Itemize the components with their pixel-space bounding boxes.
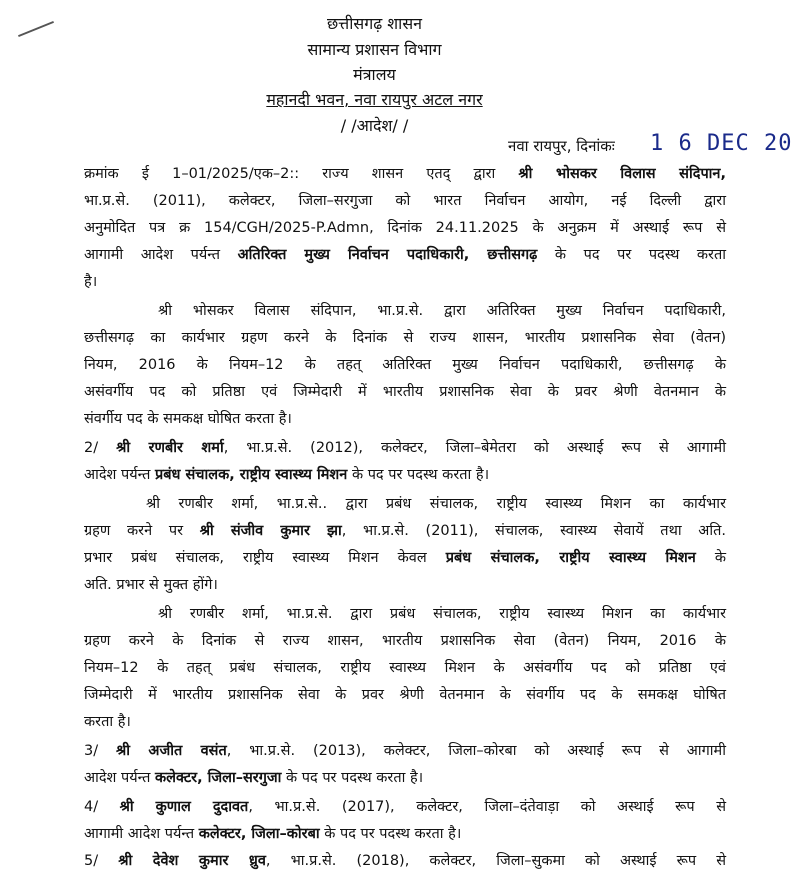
para3-line: 2/ श्री रणबीर शर्मा, भा.प्र.से. (2012), कलेक्टर, जिला–बेमेतरा को अस्थाई रूप से आगामी — [84, 440, 726, 456]
para2-line: असंवर्गीय पद को प्रतिष्ठा एवं जिम्मेदारी में भारतीय प्रशासनिक सेवा के प्रवर श्रेणी वेतनमान के — [84, 384, 726, 400]
para6-line: 3/ श्री अजीत वसंत, भा.प्र.से. (2013), कलेक्टर, जिला–कोरबा को अस्थाई रूप से आगामी — [84, 743, 726, 759]
para4-line: श्री रणबीर शर्मा, भा.प्र.से.. द्वारा प्रबंध संचालक, राष्ट्रीय स्वास्थ्य मिशन का कार्यभार — [146, 496, 726, 512]
para1-line: अनुमोदित पत्र क्र 154/CGH/2025-P.Admn, दिनांक 24.11.2025 के अनुक्रम में अस्थाई रूप से — [84, 220, 726, 236]
para5-line: नियम–12 के तहत् प्रबंध संचालक, राष्ट्रीय स्वास्थ्य मिशन के असंवर्गीय पद को प्रतिष्ठा एवं — [84, 660, 726, 676]
date-stamp: 1 6 DEC 20 — [650, 131, 792, 156]
para5-line: करता है। — [84, 714, 131, 730]
address-heading: महानदी भवन, नवा रायपुर अटल नगर — [266, 90, 483, 109]
para5-line: श्री रणबीर शर्मा, भा.प्र.से. द्वारा प्रबंध संचालक, राष्ट्रीय स्वास्थ्य मिशन का कार्यभार — [158, 606, 726, 622]
office-heading: मंत्रालय — [353, 65, 396, 84]
para1-line: है। — [84, 274, 98, 290]
para2-line: श्री भोसकर विलास संदिपान, भा.प्र.से. द्वारा अतिरिक्त मुख्य निर्वाचन पदाधिकारी, — [158, 303, 726, 319]
para2-line: संवर्गीय पद के समकक्ष घोषित करता है। — [84, 411, 292, 427]
para2-line: नियम, 2016 के नियम–12 के तहत् अतिरिक्त मुख्य निर्वाचन पदाधिकारी, छत्तीसगढ़ के — [84, 357, 726, 373]
para3-line: आदेश पर्यन्त प्रबंध संचालक, राष्ट्रीय स्वास्थ्य मिशन के पद पर पदस्थ करता है। — [84, 467, 490, 483]
para5-line: जिम्मेदारी में भारतीय प्रशासनिक सेवा के प्रवर श्रेणी वेतनमान के संवर्गीय पद के समकक्ष घोषित — [84, 687, 726, 703]
govt-heading: छत्तीसगढ़ शासन — [326, 14, 423, 33]
para4-line: प्रभार प्रबंध संचालक, राष्ट्रीय स्वास्थ्य मिशन केवल प्रबंध संचालक, राष्ट्रीय स्वास्थ्य मिशन के — [84, 550, 726, 566]
para4-line: ग्रहण करने पर श्री संजीव कुमार झा, भा.प्र.से. (2011), संचालक, स्वास्थ्य सेवायें तथा अति. — [84, 523, 726, 539]
department-heading: सामान्य प्रशासन विभाग — [307, 40, 442, 59]
para1-line: क्रमांक ई 1–01/2025/एक–2:: राज्य शासन एतद् द्वारा श्री भोसकर विलास संदिपान, — [84, 166, 726, 182]
para4-line: अति. प्रभार से मुक्त होंगे। — [84, 577, 218, 593]
para7-line: आगामी आदेश पर्यन्त कलेक्टर, जिला–कोरबा के पद पर पदस्थ करता है। — [84, 826, 462, 842]
para8-line: 5/ श्री देवेश कुमार ध्रुव, भा.प्र.से. (2018), कलेक्टर, जिला–सुकमा को अस्थाई रूप से — [84, 853, 726, 869]
para7-line: 4/ श्री कुणाल दुदावत, भा.प्र.से. (2017), कलेक्टर, जिला–दंतेवाड़ा को अस्थाई रूप से — [84, 799, 726, 815]
para1-line: भा.प्र.से. (2011), कलेक्टर, जिला–सरगुजा को भारत निर्वाचन आयोग, नई दिल्ली द्वारा — [84, 193, 726, 209]
dateline-place: नवा रायपुर, दिनांकः — [508, 137, 615, 155]
para2-line: छत्तीसगढ़ का कार्यभार ग्रहण करने के दिनांक से राज्य शासन, भारतीय प्रशासनिक सेवा (वेतन) — [84, 330, 726, 346]
para5-line: ग्रहण करने के दिनांक से राज्य शासन, भारतीय प्रशासनिक सेवा (वेतन) नियम, 2016 के — [84, 633, 726, 649]
para1-line: आगामी आदेश पर्यन्त अतिरिक्त मुख्य निर्वाचन पदाधिकारी, छत्तीसगढ़ के पद पर पदस्थ करता — [84, 247, 727, 263]
para6-line: आदेश पर्यन्त कलेक्टर, जिला–सरगुजा के पद पर पदस्थ करता है। — [84, 770, 424, 786]
order-title: / /आदेश/ / — [340, 116, 409, 135]
